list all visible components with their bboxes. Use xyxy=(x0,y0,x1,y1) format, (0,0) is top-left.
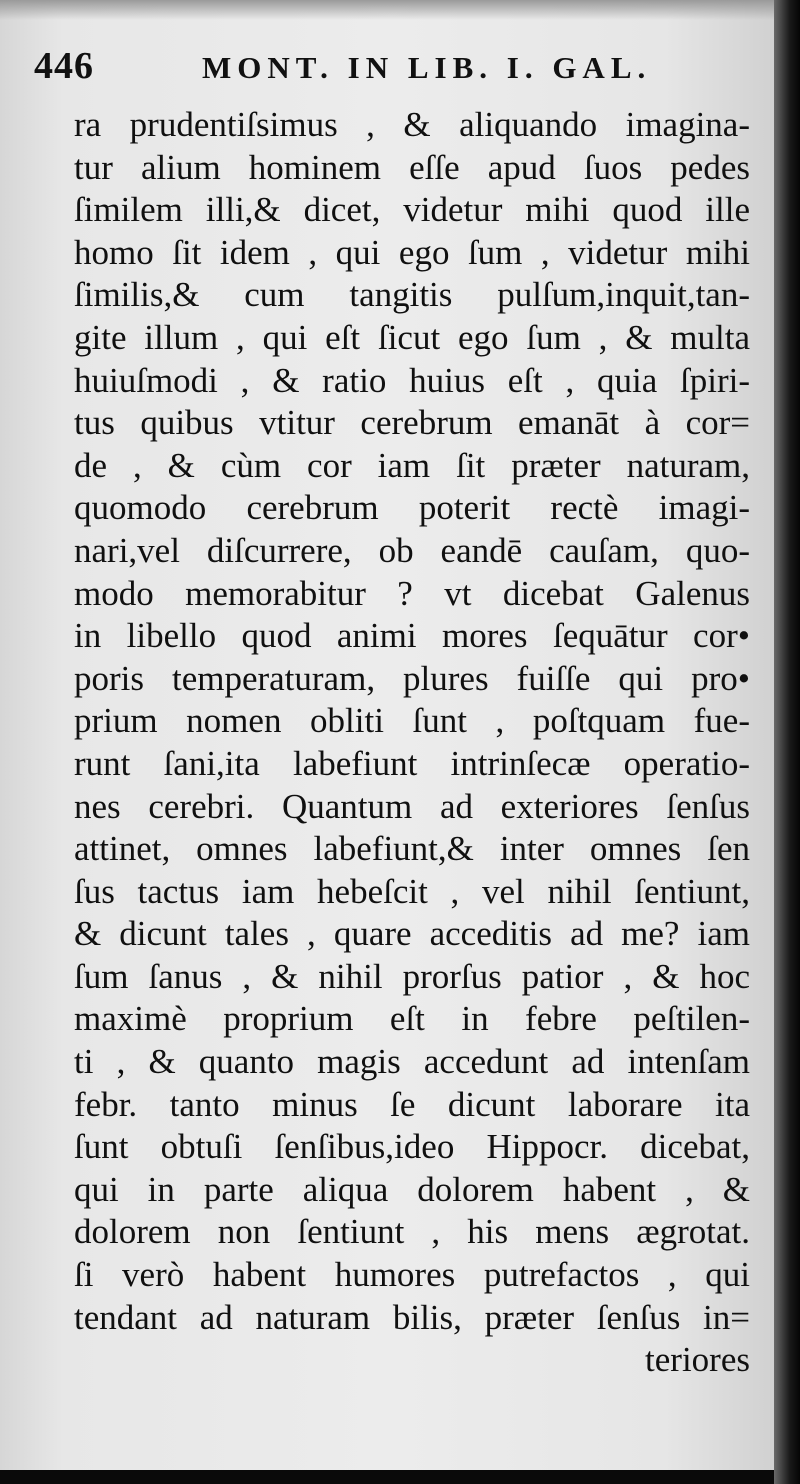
text-line: attinet, omnes labefiunt,& inter omnes ſen xyxy=(74,829,750,869)
text-line: quomodo cerebrum poterit rectè imagi- xyxy=(74,488,750,528)
catchword-line: teriores xyxy=(645,1340,750,1380)
text-line: tendant ad naturam bilis, præter ſenſus in= xyxy=(74,1297,750,1337)
page-number: 446 xyxy=(34,45,94,87)
text-line: gite illum , qui eſt ſicut ego ſum , & multa xyxy=(74,317,750,357)
text-line: homo ſit idem , qui ego ſum , videtur mihi xyxy=(74,232,750,272)
text-line: de , & cùm cor iam ſit præter naturam, xyxy=(74,445,750,485)
text-line: qui in parte aliqua dolorem habent , & xyxy=(74,1169,750,1209)
text-line: modo memorabitur ? vt dicebat Galenus xyxy=(74,573,750,613)
body-text xyxy=(74,104,750,1382)
text-line: nes cerebri. Quantum ad exteriores ſenſus xyxy=(74,786,750,826)
text-line: poris temperaturam, plures fuiſſe qui pro• xyxy=(74,658,750,698)
page-header xyxy=(34,44,774,96)
text-line: prium nomen obliti ſunt , poſtquam fue- xyxy=(74,701,750,741)
text-line: huiuſmodi , & ratio huius eſt , quia ſpiri- xyxy=(74,360,750,400)
text-line: ſum ſanus , & nihil prorſus patior , & hoc xyxy=(74,956,750,996)
page-top-shadow xyxy=(0,0,782,20)
running-head: MONT. IN LIB. I. GAL. xyxy=(202,50,652,85)
text-line: tur alium hominem eſſe apud ſuos pedes xyxy=(74,147,750,187)
text-line: maximè proprium eſt in febre peſtilen- xyxy=(74,999,750,1039)
text-line: tus quibus vtitur cerebrum emanāt à cor= xyxy=(74,403,750,443)
text-line: ſunt obtuſi ſenſibus,ideo Hippocr. dicebat, xyxy=(74,1127,750,1167)
text-line: ra prudentiſsimus , & aliquando imagina- xyxy=(74,105,750,144)
text-line: ti , & quanto magis accedunt ad intenſam xyxy=(74,1042,750,1082)
text-line: ſimilis,& cum tangitis pulſum,inquit,tan- xyxy=(74,275,750,315)
text-line: dolorem non ſentiunt , his mens ægrotat. xyxy=(74,1212,750,1252)
page-edge-shadow xyxy=(774,0,800,1484)
text-line: ſi verò habent humores putrefactos , qui xyxy=(74,1255,750,1295)
text-line: ſus tactus iam hebeſcit , vel nihil ſentiunt, xyxy=(74,871,750,911)
text-line: nari,vel diſcurrere, ob eandē cauſam, quo- xyxy=(74,530,750,570)
text-line: in libello quod animi mores ſequātur cor• xyxy=(74,616,750,656)
text-line: febr. tanto minus ſe dicunt laborare ita xyxy=(74,1084,750,1124)
text-line: runt ſani,ita labefiunt intrinſecæ operatio- xyxy=(74,743,750,783)
text-line: ſimilem illi,& dicet, videtur mihi quod ille xyxy=(74,190,750,230)
text-line: & dicunt tales , quare acceditis ad me? iam xyxy=(74,914,750,954)
